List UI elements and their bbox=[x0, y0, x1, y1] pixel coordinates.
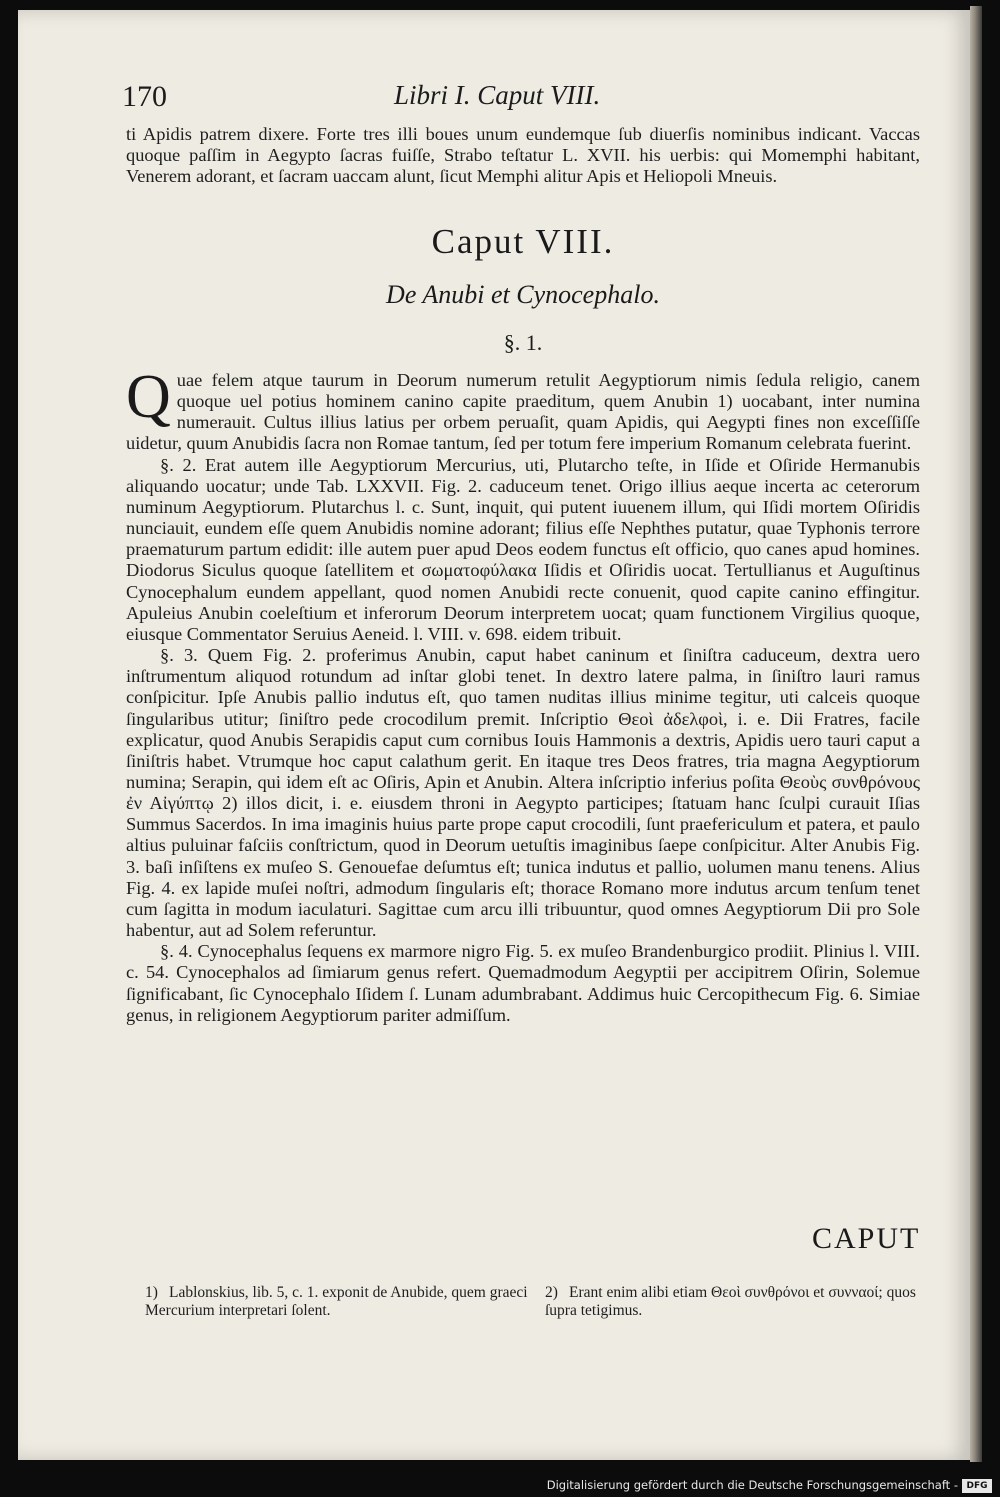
page-number: 170 bbox=[122, 80, 167, 113]
catchword: CAPUT bbox=[812, 1222, 921, 1255]
section-mark: §. 1. bbox=[503, 330, 543, 355]
running-head bbox=[122, 72, 952, 122]
chapter-body bbox=[126, 363, 920, 1026]
page-edge bbox=[970, 6, 982, 1462]
paragraph-2: §. 2. Erat autem ille Aegyptiorum Mercurius, uti, Plutarcho teſte, in Iſide et Oſiride Hermanubis aliquando uocatur; unde Tab. LXXVII. Fig. 2. caduceum tenet. Origo illius aeque incerta ac ceterorum numinum Aegyptiorum. Plutarchus l. c. Sunt, inquit, qui putent iuuenem illum, qui Iſidi mortem Oſiridis nunciauit, eundem eſſe quem Anubidis nomine adorant; filius eſſe Nephthes putatur, quae Typhonis terrore praematurum partum edidit: ille autem puer apud Deos eodem functus eſt officio, quo canes apud homines. Diodorus Siculus quoque ſatellitem et σωματοφύλακα Iſidis et Oſiridis uocat. Tertullianus et Auguſtinus Cynocephalum eundem appellant, quod nomen Anubidi recte conuenit, quod capite canino effingitur. Apuleius Anubin coeleſtium et inferorum Deorum interpretem uocat; quam functionem Virgilius quoque, eiusque Commentator Seruius Aeneid. l. VIII. v. 698. eidem tribuit. bbox=[126, 454, 920, 644]
paragraph-1-text: uae felem atque taurum in Deorum numerum retulit Aegyptiorum nimis ſedula religio, canem quoque uel potius hominem canino capite praeditum, quem Anubin 1) uocabant, inter numina numerauit. Cultus illius latius per orbem peruaſit, quam Apidis, qui Aegypti fines non exceſſiſſe uidetur, quum Anubidis ſacra non Romae tantum, ſed per totum fere imperium Romanum celebrata fuerint. bbox=[126, 370, 920, 454]
dfg-logo-icon: DFG bbox=[962, 1479, 992, 1493]
running-title: Libri I. Caput VIII. bbox=[394, 80, 601, 110]
footnote-2-text: Erant enim alibi etiam Θεοὶ συνθρόνοι et συνναοί; quos ſupra tetigimus. bbox=[545, 1284, 916, 1319]
chapter-subtitle: De Anubi et Cynocephalo. bbox=[386, 280, 660, 309]
footnote-2-number: 2) bbox=[545, 1284, 558, 1301]
paragraph-4: §. 4. Cynocephalus ſequens ex marmore nigro Fig. 5. ex muſeo Brandenburgico prodiit. Plinius l. VIII. c. 54. Cynocephalos ad ſimiarum genus refert. Quemadmodum Aegyptii per accipitrem Oſirin, Solemue ſignificabant, ſic Cynocephalo Iſidem ſ. Lunam adumbrabant. Addimus huic Cercopithecum Fig. 6. Simiae genus, in religionem Aegyptiorum pariter admiſſum. bbox=[126, 941, 920, 1025]
chapter-heading: Caput VIII. bbox=[431, 222, 615, 261]
paragraph-1 bbox=[126, 363, 920, 455]
footnote-1-text: Lablonskius, lib. 5, c. 1. exponit de Anubide, quem graeci Mercurium interpretari ſolent. bbox=[145, 1284, 528, 1319]
footnote-1 bbox=[145, 1284, 535, 1320]
top-paragraph: ti Apidis patrem dixere. Forte tres illi boues unum eundemque ſub diuerſis nominibus indicant. Vaccas quoque paſſim in Aegypto ſacras fuiſſe, Strabo teſtatur L. XVII. his uerbis: qui Momemphi habitant, Venerem adorant, et ſacram uaccam alunt, ſicut Memphi alitur Apis et Heliopoli Mneuis. bbox=[126, 124, 920, 187]
digitization-credit: Digitalisierung gefördert durch die Deutsche Forschungsgemeinschaft - bbox=[546, 1478, 958, 1492]
drop-cap: Q bbox=[126, 363, 171, 431]
footnote-1-number: 1) bbox=[145, 1284, 158, 1301]
footnote-2 bbox=[545, 1284, 945, 1320]
top-paragraph-block bbox=[126, 124, 920, 188]
paragraph-3: §. 3. Quem Fig. 2. proferimus Anubin, caput habet caninum et ſiniſtra caduceum, dextra uero inſtrumentum aliquod rotundum ad inſtar globi tenet. In dextro latere palma, in ſiniſtro lauri ramus conſpicitur. Ipſe Anubis pallio indutus eſt, quo tamen nuditas illius minime tegitur, uti calceis quoque ſingularibus utitur; ſiniſtro pede crocodilum premit. Inſcriptio Θεοὶ ἀδελφοὶ, i. e. Dii Fratres, facile explicatur, quod Anubis Serapidis caput cum cornibus Iouis Hammonis a dextris, Apidis uero tauri caput a ſiniſtris habet. Vtrumque hoc caput calathum gerit. En itaque tres Deos fratres, tria magna Aegyptiorum numina; Serapin, qui idem eſt ac Oſiris, Apin et Anubin. Altera inſcriptio inferius poſita Θεοὺς συνθρόνους ἐν Αἰγύπτῳ 2) illos dicit, i. e. eiusdem throni in Aegypto participes; ſtatuam hanc ſculpi curauit Iſias Summus Sacerdos. In ima imaginis huius parte prope caput crocodili, ſunt praefericulum et patera, et paulo altius puluinar faſciis conſtrictum, quod in Deorum uetuſtis imaginibus ſaepe conſpicitur. Alter Anubis Fig. 3. baſi inſiſtens ex muſeo S. Genouefae deſumtus eſt; tunica indutus et pallio, uolumen manu tenens. Alius Fig. 4. ex lapide muſei noſtri, admodum ſingularis eſt; thorace Romano more indutus arcum tenſum tenet cum ſagitta in modum iaculaturi. Sagittae cum arcu illi tribuuntur, quod omnes Aegyptiorum Dii pro Sole habentur, aut ad Solem referuntur. bbox=[126, 645, 920, 941]
